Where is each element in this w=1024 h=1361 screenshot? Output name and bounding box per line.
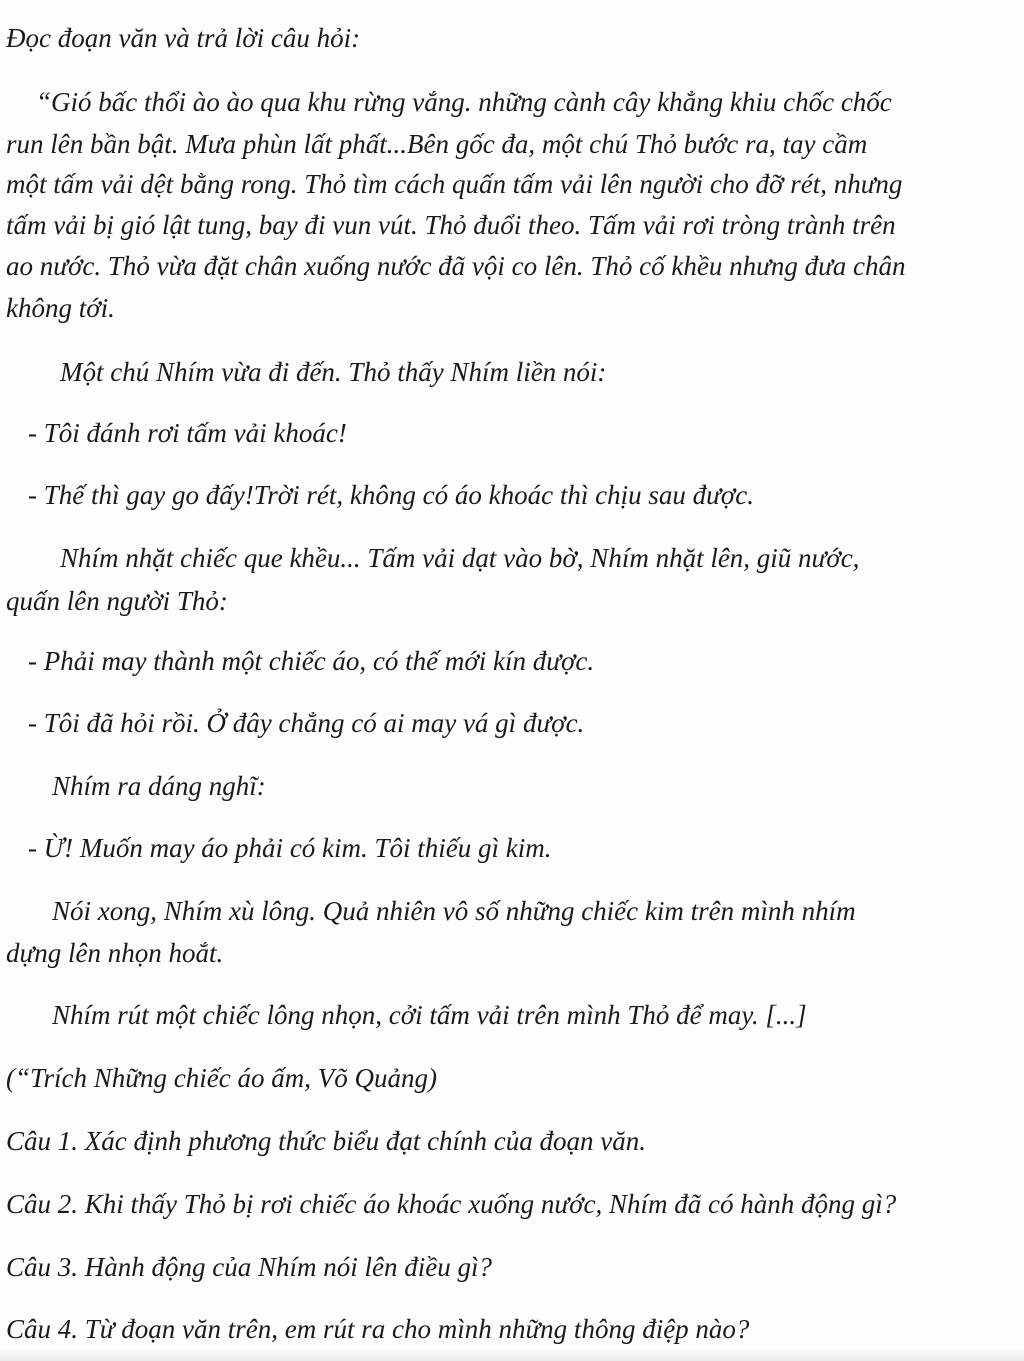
passage-line: dựng lên nhọn hoắt. (6, 938, 224, 968)
passage-line: Nhím nhặt chiếc que khều... Tấm vải dạt vào bờ, Nhím nhặt lên, giũ nước, (60, 543, 860, 573)
question-2: Câu 2. Khi thấy Thỏ bị rơi chiếc áo khoác xuống nước, Nhím đã có hành động gì? (6, 1189, 897, 1219)
source-citation: (“Trích Những chiếc áo ấm, Võ Quảng) (6, 1063, 437, 1093)
dialogue-line: - Thế thì gay go đấy!Trời rét, không có áo khoác thì chịu sau được. (28, 480, 754, 510)
dialogue-line: - Tôi đã hỏi rồi. Ở đây chẳng có ai may vá gì được. (28, 708, 585, 738)
passage-line: quấn lên người Thỏ: (6, 586, 228, 616)
question-4: Câu 4. Từ đoạn văn trên, em rút ra cho mình những thông điệp nào? (6, 1314, 750, 1344)
passage-line: Nhím rút một chiếc lông nhọn, cởi tấm vải trên mình Thỏ để may. [...] (52, 1000, 807, 1030)
dialogue-line: - Tôi đánh rơi tấm vải khoác! (28, 418, 347, 448)
passage-line: Nhím ra dáng nghĩ: (52, 771, 266, 801)
passage-line: “Gió bấc thổi ào ào qua khu rừng vắng. những cành cây khẳng khiu chốc chốc (36, 87, 892, 117)
question-1: Câu 1. Xác định phương thức biểu đạt chính của đoạn văn. (6, 1126, 647, 1156)
dialogue-line: - Ừ! Muốn may áo phải có kim. Tôi thiếu gì kim. (28, 833, 552, 863)
passage-line: Nói xong, Nhím xù lông. Quả nhiên vô số những chiếc kim trên mình nhím (52, 896, 856, 926)
passage-line: tấm vải bị gió lật tung, bay đi vun vút. Thỏ đuổi theo. Tấm vải rơi tròng trành trên (6, 210, 896, 240)
passage-line: ao nước. Thỏ vừa đặt chân xuống nước đã vội co lên. Thỏ cố khều nhưng đưa chân (6, 251, 906, 281)
question-3: Câu 3. Hành động của Nhím nói lên điều gì? (6, 1252, 492, 1282)
passage-line: một tấm vải dệt bằng rong. Thỏ tìm cách quấn tấm vải lên người cho đỡ rét, nhưng (6, 169, 903, 199)
page-edge-shadow (0, 1347, 1024, 1361)
passage-line: run lên bần bật. Mưa phùn lất phất...Bên gốc đa, một chú Thỏ bước ra, tay cầm (6, 129, 868, 159)
dialogue-line: - Phải may thành một chiếc áo, có thế mới kín được. (28, 646, 595, 676)
instruction-heading: Đọc đoạn văn và trả lời câu hỏi: (6, 23, 361, 53)
passage-line: Một chú Nhím vừa đi đến. Thỏ thấy Nhím liền nói: (60, 357, 607, 387)
passage-line: không tới. (6, 293, 115, 323)
